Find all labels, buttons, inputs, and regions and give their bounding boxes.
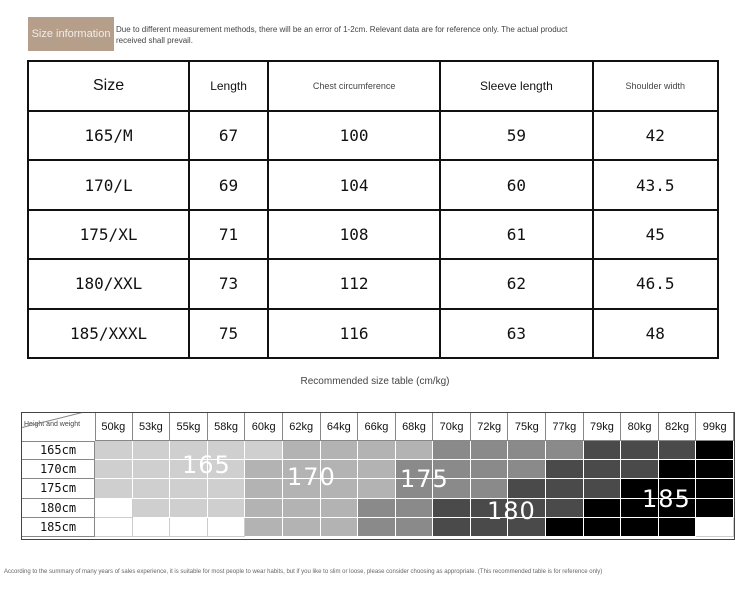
heatmap-cell [696, 441, 734, 460]
size-table-cell: 116 [268, 309, 440, 358]
heatmap-cell [133, 479, 171, 498]
column-header-sleeve: Sleeve length [440, 61, 592, 111]
weight-header: 75kg [508, 413, 546, 441]
weight-header: 64kg [321, 413, 359, 441]
heatmap-cell [321, 441, 359, 460]
heatmap-cell [95, 479, 133, 498]
size-table-cell: 175/XL [28, 210, 189, 259]
heatmap-cell [584, 460, 622, 479]
weight-header: 72kg [471, 413, 509, 441]
heatmap-cell [170, 479, 208, 498]
weight-header: 60kg [245, 413, 283, 441]
recommended-size-chart [21, 412, 735, 540]
column-header-shoulder: Shoulder width [593, 61, 718, 111]
heatmap-cell [696, 479, 734, 498]
heatmap-cell [396, 518, 434, 537]
size-table-cell: 63 [440, 309, 592, 358]
size-table-cell: 42 [593, 111, 718, 160]
heatmap-cell [659, 460, 697, 479]
heatmap-cell [584, 518, 622, 537]
heatmap-cell [358, 499, 396, 518]
weight-header: 70kg [433, 413, 471, 441]
heatmap-cell [546, 518, 584, 537]
size-table-cell: 48 [593, 309, 718, 358]
weight-header: 53kg [133, 413, 171, 441]
size-table-cell: 165/M [28, 111, 189, 160]
size-table-cell: 104 [268, 160, 440, 209]
weight-header: 77kg [546, 413, 584, 441]
size-table-cell: 67 [189, 111, 268, 160]
heatmap-cell [358, 460, 396, 479]
heatmap-cell [433, 441, 471, 460]
heatmap-cell [283, 441, 321, 460]
heatmap-cell [208, 479, 246, 498]
heatmap-cell [696, 499, 734, 518]
heatmap-cell [621, 441, 659, 460]
size-table-header-row [28, 61, 718, 111]
weight-header: 55kg [170, 413, 208, 441]
weight-header: 99kg [696, 413, 734, 441]
zone-label: 165 [182, 451, 231, 479]
column-header-chest: Chest circumference [268, 61, 440, 111]
heatmap-cell [433, 499, 471, 518]
heatmap-cell [621, 518, 659, 537]
heatmap-cell [245, 518, 283, 537]
size-table-cell: 46.5 [593, 259, 718, 308]
size-table-cell: 43.5 [593, 160, 718, 209]
size-table-cell: 45 [593, 210, 718, 259]
height-header: 170cm [22, 460, 95, 479]
heatmap-cell [133, 441, 171, 460]
zone-label: 170 [287, 463, 336, 491]
size-table-cell: 75 [189, 309, 268, 358]
footer-note: According to the summary of many years of sales experience, it is suitable for most people to wear habits, but if you like to slim or loose, please consider choosing as appropriate. (This recommended table is for reference only) [4, 569, 603, 575]
heatmap-cell [245, 499, 283, 518]
heatmap-cell [546, 441, 584, 460]
heatmap-cell [546, 479, 584, 498]
size-table-cell: 69 [189, 160, 268, 209]
heatmap-cell [245, 479, 283, 498]
heatmap-cell [170, 518, 208, 537]
weight-header: 68kg [396, 413, 434, 441]
heatmap-cell [621, 460, 659, 479]
heatmap-cell [584, 479, 622, 498]
heatmap-cell [659, 441, 697, 460]
heatmap-cell [245, 460, 283, 479]
height-header: 180cm [22, 499, 95, 518]
weight-header: 58kg [208, 413, 246, 441]
size-table-cell: 185/XXXL [28, 309, 189, 358]
heatmap-cell [208, 518, 246, 537]
size-table-cell: 62 [440, 259, 592, 308]
heatmap-cell [696, 460, 734, 479]
chart-title: Recommended size table (cm/kg) [300, 376, 450, 387]
size-table-cell: 112 [268, 259, 440, 308]
size-table-cell: 59 [440, 111, 592, 160]
column-header-size: Size [28, 61, 189, 111]
heatmap-cell [283, 518, 321, 537]
heatmap-cell [358, 518, 396, 537]
heatmap-cell [133, 460, 171, 479]
size-table-cell: 108 [268, 210, 440, 259]
size-table-row [28, 160, 718, 209]
heatmap-cell [133, 518, 171, 537]
zone-label: 175 [400, 465, 449, 493]
heatmap-cell [283, 499, 321, 518]
height-header: 165cm [22, 441, 95, 460]
size-information-badge: Size information [28, 17, 114, 51]
heatmap-cell [95, 499, 133, 518]
height-header: 175cm [22, 479, 95, 498]
size-table-cell: 71 [189, 210, 268, 259]
heatmap-cell [170, 499, 208, 518]
size-table-cell: 61 [440, 210, 592, 259]
heatmap-cell [659, 518, 697, 537]
heatmap-cell [508, 479, 546, 498]
heatmap-cell [208, 499, 246, 518]
heatmap-cell [508, 441, 546, 460]
weight-header: 66kg [358, 413, 396, 441]
size-table-row [28, 309, 718, 358]
heatmap-cell [358, 441, 396, 460]
weight-header: 62kg [283, 413, 321, 441]
size-table-row [28, 259, 718, 308]
heatmap-cell [471, 479, 509, 498]
heatmap-cell [696, 518, 734, 537]
weight-header: 82kg [659, 413, 697, 441]
heatmap-cell [396, 499, 434, 518]
corner-header: Height and weight [22, 413, 96, 442]
heatmap-cell [245, 441, 283, 460]
size-table [27, 60, 719, 359]
heatmap-cell [584, 441, 622, 460]
heatmap-cell [508, 460, 546, 479]
column-header-length: Length [189, 61, 268, 111]
heatmap-cell [396, 441, 434, 460]
weight-header: 50kg [95, 413, 133, 441]
heatmap-cell [321, 518, 359, 537]
heatmap-cell [471, 441, 509, 460]
size-table-row [28, 210, 718, 259]
measurement-note: Due to different measurement methods, there will be an error of 1-2cm. Relevant data are for reference only. The actual product received shall prevail. [116, 25, 568, 45]
zone-label: 180 [487, 497, 536, 525]
size-table-cell: 180/XXL [28, 259, 189, 308]
weight-header: 80kg [621, 413, 659, 441]
size-table-cell: 60 [440, 160, 592, 209]
size-table-cell: 100 [268, 111, 440, 160]
heatmap-cell [321, 499, 359, 518]
weight-header: 79kg [584, 413, 622, 441]
heatmap-cell [584, 499, 622, 518]
heatmap-cell [358, 479, 396, 498]
heatmap-cell [433, 518, 471, 537]
heatmap-cell [546, 460, 584, 479]
heatmap-cell [133, 499, 171, 518]
size-table-cell: 170/L [28, 160, 189, 209]
heatmap-cell [471, 460, 509, 479]
size-table-row [28, 111, 718, 160]
height-header: 185cm [22, 518, 95, 537]
zone-label: 185 [642, 485, 691, 513]
heatmap-cell [95, 518, 133, 537]
heatmap-cell [95, 441, 133, 460]
heatmap-cell [546, 499, 584, 518]
heatmap-cell [95, 460, 133, 479]
size-table-cell: 73 [189, 259, 268, 308]
